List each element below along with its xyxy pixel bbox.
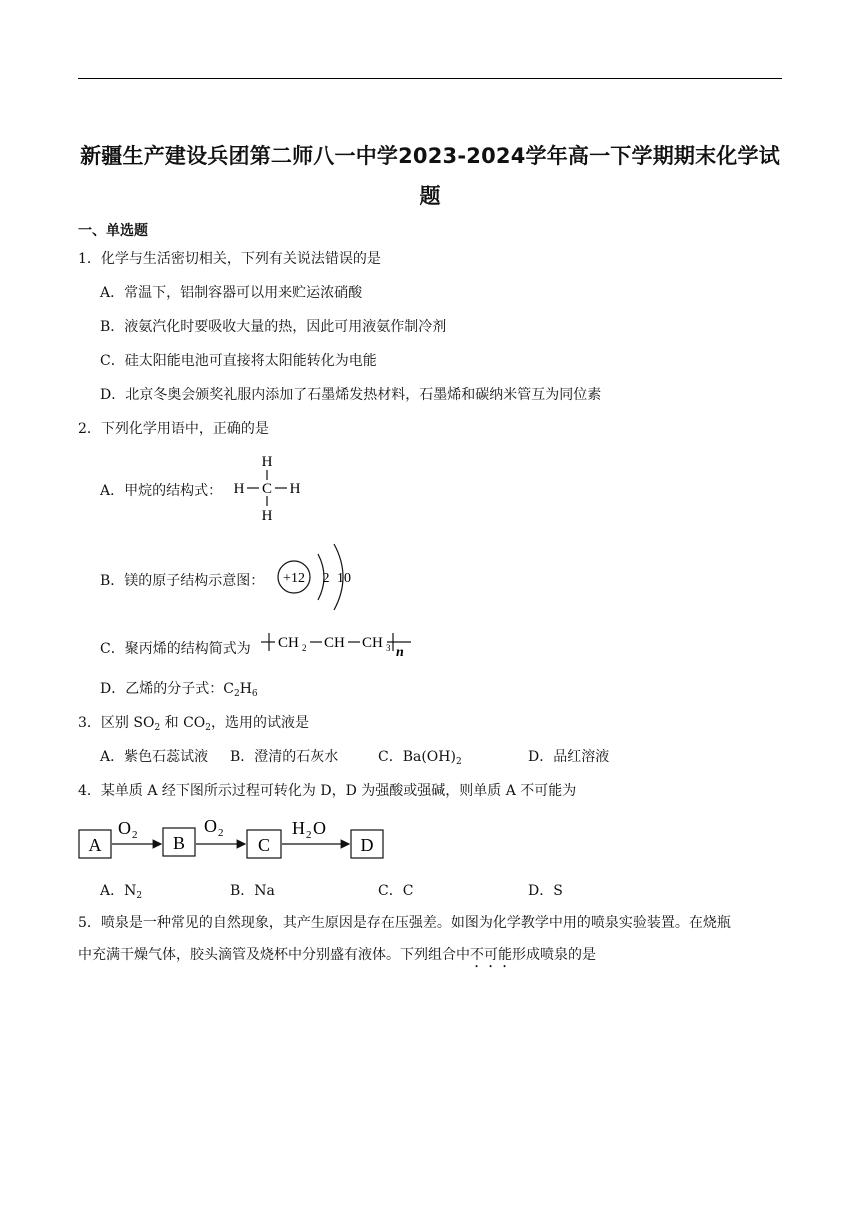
box-c-label: C <box>257 835 271 855</box>
header-rule <box>78 78 782 79</box>
arrow-3-label-h: H <box>292 818 305 838</box>
carbon-center: C <box>261 481 273 497</box>
document-title-continued: 题 <box>419 184 441 208</box>
box-b-label: B <box>172 833 186 853</box>
formula-c: C <box>223 681 234 697</box>
box-d-label: D <box>360 835 374 855</box>
question-4-option-d: D．S <box>528 883 563 899</box>
hydrogen-right: H <box>289 481 301 497</box>
option-a-text: A．N <box>100 883 137 899</box>
formula-c-sub: 2 <box>233 689 240 699</box>
emphasized-text: 不可能 <box>470 947 512 963</box>
question-4-option-c: C．C <box>378 883 414 899</box>
arrow-2-sub: 2 <box>218 827 224 839</box>
question-2-option-a: A．甲烷的结构式： <box>100 483 223 499</box>
arrow-1-sub: 2 <box>132 829 138 841</box>
conversion-flow-diagram <box>78 812 388 864</box>
formula-h-sub: 6 <box>251 689 258 699</box>
option-a-sub: 2 <box>136 891 143 901</box>
question-2-stem: 2．下列化学用语中，正确的是 <box>78 421 269 437</box>
arrow-1-label: O <box>118 818 131 838</box>
group-ch2-subscript: 2 <box>302 643 307 653</box>
stem-text-a: 中充满干燥气体，胶头滴管及烧杯中分别盛有液体。下列组合中 <box>78 947 470 963</box>
question-2-option-c: C．聚丙烯的结构简式为 <box>100 641 251 657</box>
polypropylene-formula <box>259 626 415 660</box>
question-5-stem-line-1: 5．喷泉是一种常见的自然现象，其产生原因是存在压强差。如图为化学教学中用的喷泉实验装置。在烧瓶 <box>78 915 731 931</box>
arrow-3-sub: 2 <box>306 829 312 841</box>
question-3-option-d: D．品红溶液 <box>528 749 610 765</box>
question-3-option-a: A．紫色石蕊试液 <box>100 749 209 765</box>
hydrogen-bottom: H <box>261 508 273 524</box>
group-ch2: CH <box>278 635 299 651</box>
methane-structural-formula <box>228 450 308 526</box>
shell-2-electrons: 10 <box>337 571 351 586</box>
shell-1-electrons: 2 <box>322 571 330 586</box>
nucleus-charge: +12 <box>283 571 305 586</box>
question-1-stem: 1．化学与生活密切相关，下列有关说法错误的是 <box>78 251 381 267</box>
stem-part-3: ，选用的试液是 <box>211 715 309 731</box>
question-2-option-d <box>100 678 258 699</box>
question-3-stem <box>78 712 309 733</box>
section-heading: 一、单选题 <box>78 223 148 239</box>
group-ch3: CH <box>362 635 383 651</box>
question-4-option-a <box>100 880 142 901</box>
repeat-n: n <box>396 645 404 660</box>
hydrogen-top: H <box>261 454 273 470</box>
question-1-option-a: A．常温下，铝制容器可以用来贮运浓硝酸 <box>100 285 363 301</box>
option-d-label: D．乙烯的分子式： <box>100 681 224 697</box>
question-1-option-b: B．液氨汽化时要吸收大量的热，因此可用液氨作制冷剂 <box>100 319 447 335</box>
question-4-option-b: B．Na <box>230 883 275 899</box>
option-c-sub: 2 <box>455 757 462 767</box>
arrow-3-label-o: O <box>313 818 326 838</box>
question-1-option-d: D．北京冬奥会颁奖礼服内添加了石墨烯发热材料，石墨烯和碳纳米管互为同位素 <box>100 387 602 403</box>
stem-sub-1: 2 <box>154 723 161 733</box>
question-1-option-c: C．硅太阳能电池可直接将太阳能转化为电能 <box>100 353 377 369</box>
stem-sub-2: 2 <box>205 723 211 733</box>
box-a-label: A <box>88 835 102 855</box>
stem-part-1: 3．区别 SO <box>78 715 155 731</box>
group-ch: CH <box>324 635 345 651</box>
stem-text-b: 形成喷泉的是 <box>512 947 596 963</box>
hydrogen-left: H <box>233 481 245 497</box>
formula-h: H <box>239 681 252 697</box>
question-4-stem: 4．某单质 A 经下图所示过程可转化为 D，D 为强酸或强碱，则单质 A 不可能为 <box>78 783 577 799</box>
question-2-option-b: B．镁的原子结构示意图： <box>100 573 265 589</box>
group-ch3-subscript: 3 <box>386 643 391 653</box>
option-c-text: C．Ba(OH) <box>378 749 456 765</box>
question-3-option-c <box>378 746 462 767</box>
question-3-option-b: B．澄清的石灰水 <box>230 749 339 765</box>
document-title: 新疆生产建设兵团第二师八一中学2023-2024学年高一下学期期末化学试 <box>80 144 780 168</box>
stem-part-2: 和 CO <box>160 715 206 731</box>
arrow-2-label: O <box>204 816 217 836</box>
magnesium-atom-diagram <box>274 540 358 612</box>
question-5-stem-line-2 <box>78 944 596 971</box>
